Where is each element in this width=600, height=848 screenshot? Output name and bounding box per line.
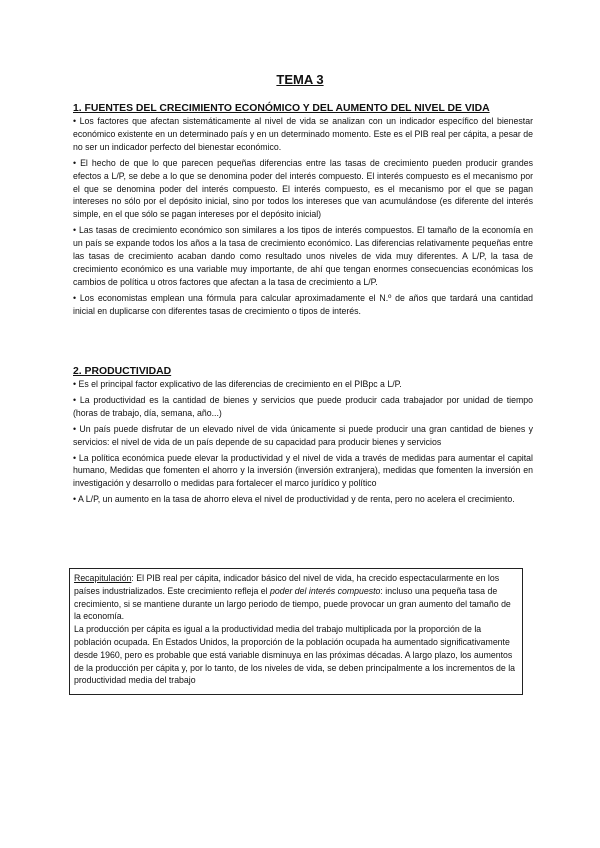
page-title: TEMA 3 xyxy=(276,72,324,87)
section-1-paragraph: • Los economistas emplean una fórmula para calcular aproximadamente el N.º de años que tardará una cantidad inicial en duplicarse con diferentes tasas de crecimiento o tipos de interés. xyxy=(73,292,533,316)
section-1 xyxy=(73,103,533,321)
section-2-paragraph: • Un país puede disfrutar de un elevado nivel de vida únicamente si puede producir una gran cantidad de bienes y servicios: el nivel de vida de un país depende de su capacidad para producir bienes y servicios xyxy=(73,423,533,447)
section-2-paragraph: • La productividad es la cantidad de bienes y servicios que puede producir cada trabajador por unidad de tiempo (horas de trabajo, día, semana, año...) xyxy=(73,394,533,418)
section-1-paragraph: • Las tasas de crecimiento económico son similares a los tipos de interés compuestos. El tamaño de la economía en un país se expande todos los años a la tasa de crecimiento económico. Las diferencias relativamente pequeñas entre las tasas de crecimiento acaban dando como resultado unos niveles de vida muy diferentes. A L/P, la tasa de crecimiento económico es una variable muy importante, de ahí que tengan enormes consecuencias económicas los cambios de política u otros factores que afectan a la tasa de crecimiento a L/P. xyxy=(73,225,533,287)
section-2 xyxy=(73,366,533,509)
recap-text-2: : incluso una pequeña tasa de crecimiento, si se mantiene durante un largo periodo de tiempo, puede provocar un gran aumento del tamaño de la economía. xyxy=(74,585,511,622)
section-2-paragraph: • A L/P, un aumento en la tasa de ahorro eleva el nivel de productividad y de renta, pero no acelera el crecimiento. xyxy=(73,494,515,505)
section-2-paragraph: • Es el principal factor explicativo de las diferencias de crecimiento en el PIBpc a L/P. xyxy=(73,379,402,389)
recap-paragraph-2: La producción per cápita es igual a la productividad media del trabajo multiplicada por la proporción de la población ocupada. En Estados Unidos, la proporción de la población ocupada ha aumentado significativamente desde 1960, pero es probable que está variable disminuya en las próximas décadas. A largo plazo, los aumentos de la producción per cápita y, por lo tanto, de los niveles de vida, se deben principalmente a los incrementos de la productividad media del trabajo xyxy=(74,624,516,686)
recap-paragraph-1 xyxy=(74,572,518,623)
section-1-paragraph: • El hecho de que lo que parecen pequeñas diferencias entre las tasas de crecimiento pueden producir grandes efectos a L/P, se debe a lo que se denomina poder del interés compuesto. El interés compuesto es el mecanismo por el que se denomina poder del interés compuesto. El interés compuesto, es el mecanismo por el que se pagan intereses no sólo por el depósito inicial, sino por todos los intereses que van acumulándose (es diferente del interés simple, en el que sólo se pagan intereses por el depósito inicial) xyxy=(73,157,533,220)
section-1-heading: 1. FUENTES DEL CRECIMIENTO ECONÓMICO Y DEL AUMENTO DEL NIVEL DE VIDA xyxy=(73,103,490,114)
recap-emphasis: poder del interés compuesto xyxy=(270,585,381,596)
recap-label: Recapitulación xyxy=(74,573,132,583)
section-2-paragraph: • La política económica puede elevar la productividad y el nivel de vida a través de medidas para aumentar el capital humano, Medidas que fomenten el ahorro y la inversión (inversión extranjera), medidas que fomenten la inversión en investigación y desarrollo o medidas para fortalecer el marco jurídico y político xyxy=(73,452,533,489)
recap-box xyxy=(69,568,523,695)
section-1-paragraph: • Los factores que afectan sistemáticamente al nivel de vida se analizan con un indicador específico del bienestar económico existente en un determinado país y en un determinado momento. Este es el PIB real per cápita, a pesar de no ser un indicador perfecto del bienestar económico. xyxy=(73,116,533,152)
section-2-heading: 2. PRODUCTIVIDAD xyxy=(73,366,172,377)
recap-text-1: : El PIB real per cápita, indicador básico del nivel de vida, ha crecido espectacularmente en los países industrializados. Este crecimiento refleja el xyxy=(74,573,500,596)
